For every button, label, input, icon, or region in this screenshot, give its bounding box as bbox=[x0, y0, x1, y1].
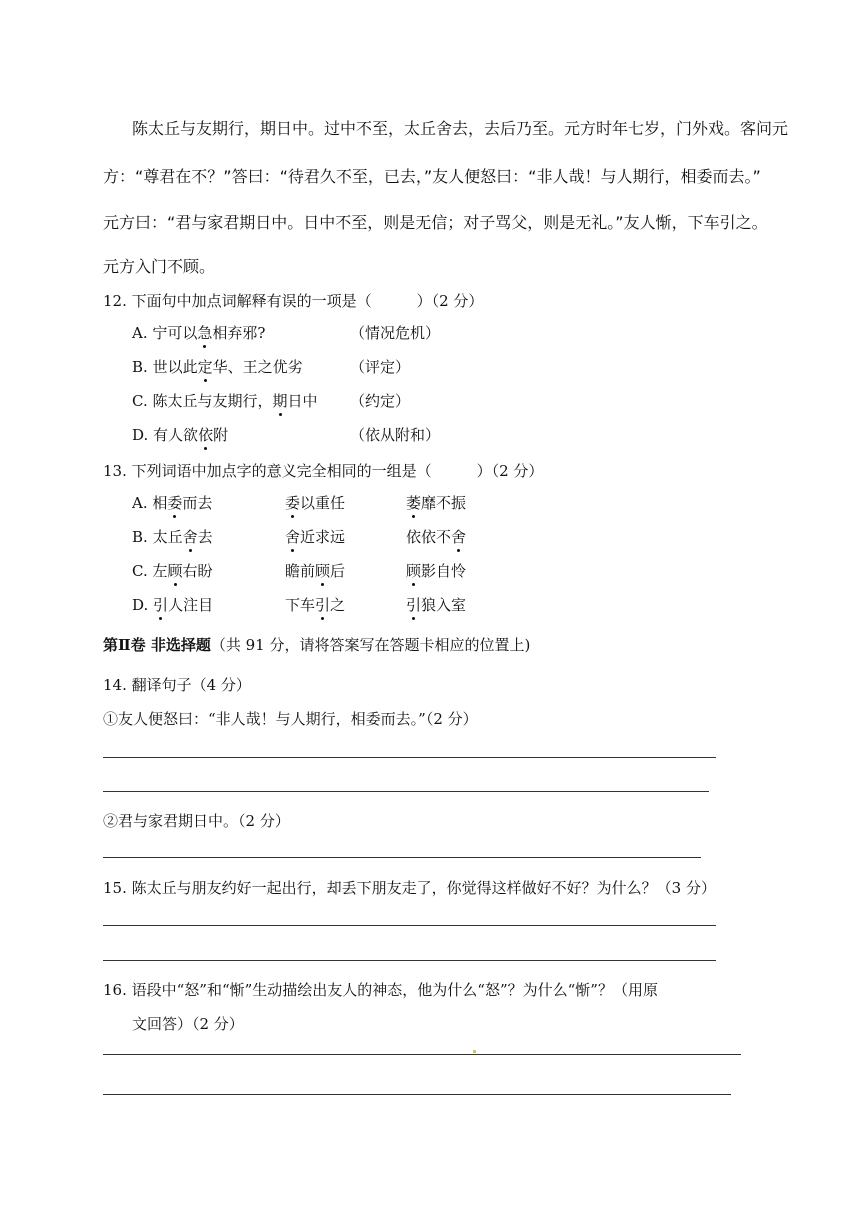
q13-option-d-col3 bbox=[406, 594, 466, 615]
text-pre: 瞻前 bbox=[285, 562, 316, 580]
text-post: 之 bbox=[330, 596, 346, 614]
text-post: 狼入室 bbox=[421, 596, 467, 614]
option-letter: C. bbox=[132, 562, 148, 580]
emphasized-char: 舍 bbox=[182, 528, 198, 546]
text-pre: 相 bbox=[152, 494, 168, 512]
q13-option-b-col3 bbox=[406, 526, 466, 547]
option-text-post: 附 bbox=[213, 426, 229, 444]
answer-line[interactable] bbox=[103, 925, 716, 926]
q13-option-b-col1 bbox=[132, 526, 213, 547]
speck-mark bbox=[473, 1050, 476, 1053]
text-post: 人注目 bbox=[168, 596, 214, 614]
q14-stem: 14. 翻译句子（4 分） bbox=[103, 676, 251, 694]
q16-stem-line-1: 16. 语段中“怒”和“惭”生动描绘出友人的神态，他为什么“怒”？为什么“惭”？（用原 bbox=[103, 981, 658, 999]
q13-option-c-col3 bbox=[406, 560, 466, 581]
q13-option-b-col2 bbox=[285, 526, 345, 547]
emphasized-char: 引 bbox=[315, 596, 331, 614]
emphasized-char: 萎 bbox=[406, 494, 422, 512]
q14-sub1: ①友人便怒曰：“非人哉！与人期行，相委而去。”（2 分） bbox=[103, 710, 478, 728]
emphasized-char: 委 bbox=[285, 494, 301, 512]
option-letter: B. bbox=[132, 358, 148, 376]
answer-line[interactable] bbox=[103, 960, 716, 961]
emphasized-char: 引 bbox=[153, 596, 169, 614]
q13-option-c-col1 bbox=[132, 560, 213, 581]
q13-stem: 13. 下列词语中加点字的意义完全相同的一组是（ ）（2 分） bbox=[103, 462, 544, 480]
passage-line-3: 元方曰：“君与家君期日中。日中不至，则是无信；对子骂父，则是无礼。”友人惭，下车引之。 bbox=[103, 213, 768, 232]
emphasized-char: 舍 bbox=[451, 528, 467, 546]
text-post: 右盼 bbox=[182, 562, 213, 580]
q12-option-d-note: （依从附和） bbox=[350, 426, 441, 444]
text-post: 而去 bbox=[182, 494, 213, 512]
option-text-pre: 陈太丘与友期行， bbox=[152, 392, 273, 410]
q12-option-c-note: （约定） bbox=[350, 392, 411, 410]
q13-option-a-col2 bbox=[285, 492, 345, 513]
q13-option-a-col1 bbox=[132, 492, 212, 513]
option-text-post: 相弃邪? bbox=[212, 324, 266, 342]
passage-line-2: 方：“尊君在不？”答曰：“待君久不至，已去，”友人便怒曰：“非人哉！与人期行，相委而去。” bbox=[103, 167, 761, 186]
text-post: 后 bbox=[330, 562, 346, 580]
q13-option-d-col2 bbox=[285, 594, 345, 615]
q12-option-b bbox=[132, 356, 303, 377]
section-2-title: 第Ⅱ卷 非选择题 bbox=[103, 636, 211, 654]
option-text-post: 华、王之优劣 bbox=[212, 358, 303, 376]
emphasized-char: 期 bbox=[272, 392, 288, 410]
option-letter: D. bbox=[132, 596, 149, 614]
answer-line[interactable] bbox=[103, 857, 701, 858]
text-post: 以重任 bbox=[300, 494, 346, 512]
emphasized-char: 舍 bbox=[285, 528, 301, 546]
option-text-pre: 有人欲 bbox=[153, 426, 199, 444]
text-post: 近求远 bbox=[300, 528, 346, 546]
q12-option-b-note: （评定） bbox=[350, 358, 411, 376]
q13-option-a-col3 bbox=[406, 492, 466, 513]
option-letter: B. bbox=[132, 528, 148, 546]
passage-line-4: 元方入门不顾。 bbox=[103, 257, 216, 276]
text-pre: 依依不 bbox=[406, 528, 452, 546]
q12-option-c bbox=[132, 390, 318, 411]
q12-option-a bbox=[132, 322, 265, 343]
emphasized-char: 定 bbox=[197, 358, 213, 376]
q12-option-a-note: （情况危机） bbox=[350, 324, 441, 342]
emphasized-char: 顾 bbox=[406, 562, 422, 580]
emphasized-char: 顾 bbox=[167, 562, 183, 580]
q12-stem: 12. 下面句中加点词解释有误的一项是（ ）（2 分） bbox=[103, 292, 484, 310]
emphasized-char: 引 bbox=[406, 596, 422, 614]
emphasized-char: 委 bbox=[167, 494, 183, 512]
text-post: 影自怜 bbox=[421, 562, 467, 580]
answer-line[interactable] bbox=[103, 757, 716, 758]
text-pre: 左 bbox=[152, 562, 168, 580]
answer-line[interactable] bbox=[103, 1054, 741, 1055]
text-post: 去 bbox=[197, 528, 213, 546]
option-text-pre: 宁可以 bbox=[152, 324, 198, 342]
q16-stem-line-2: 文回答）（2 分） bbox=[132, 1015, 244, 1033]
passage-line-1: 陈太丘与友期行，期日中。过中不至，太丘舍去，去后乃至。元方时年七岁，门外戏。客问元 bbox=[132, 119, 789, 138]
text-post: 靡不振 bbox=[421, 494, 467, 512]
q13-option-c-col2 bbox=[285, 560, 345, 581]
section-2-heading bbox=[103, 634, 530, 655]
emphasized-char: 依 bbox=[198, 426, 214, 444]
text-pre: 太丘 bbox=[152, 528, 183, 546]
emphasized-char: 顾 bbox=[315, 562, 331, 580]
option-letter: C. bbox=[132, 392, 148, 410]
option-text-post: 日中 bbox=[287, 392, 318, 410]
q13-option-d-col1 bbox=[132, 594, 213, 615]
q14-sub2: ②君与家君期日中。（2 分） bbox=[103, 812, 290, 830]
q15-stem: 15. 陈太丘与朋友约好一起出行，却丢下朋友走了，你觉得这样做好不好？为什么？（3 分） bbox=[103, 879, 716, 897]
section-2-note: （共 91 分，请将答案写在答题卡相应的位置上) bbox=[210, 636, 531, 654]
q12-option-d bbox=[132, 424, 228, 445]
text-pre: 下车 bbox=[285, 596, 316, 614]
option-text-pre: 世以此 bbox=[152, 358, 198, 376]
emphasized-char: 急 bbox=[197, 324, 213, 342]
answer-line[interactable] bbox=[103, 791, 709, 792]
answer-line[interactable] bbox=[103, 1094, 731, 1095]
option-letter: D. bbox=[132, 426, 149, 444]
option-letter: A. bbox=[132, 494, 148, 512]
option-letter: A. bbox=[132, 324, 148, 342]
